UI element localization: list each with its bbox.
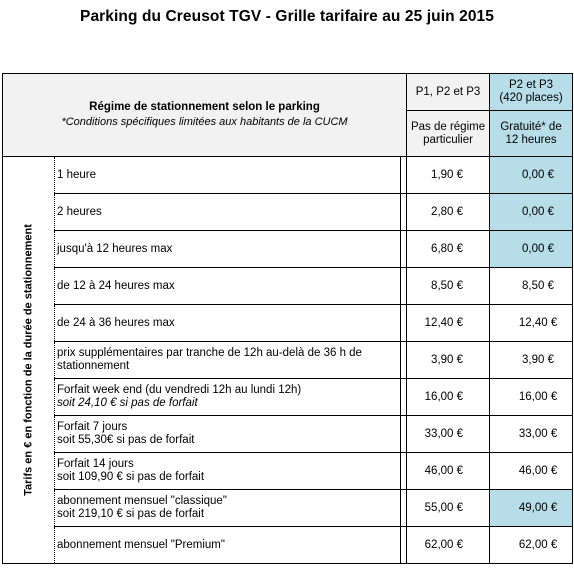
page-title: Parking du Creusot TGV - Grille tarifaire au 25 juin 2015 [80, 8, 494, 25]
price-col2: 33,00 € [490, 416, 573, 453]
price-col2: 16,00 € [490, 379, 573, 416]
price-col2: 0,00 € [490, 157, 573, 194]
row-description [55, 453, 401, 490]
row-line2: soit 24,10 € si pas de forfait [57, 397, 198, 409]
price-col1: 1,90 € [407, 157, 490, 194]
row-line1: jusqu'à 12 heures max [57, 242, 173, 255]
price-col2: 0,00 € [490, 231, 573, 268]
price-col2: 62,00 € [490, 527, 573, 564]
col1-sub-line1: Pas de régime [410, 120, 486, 133]
col1-top-label: P1, P2 et P3 [415, 85, 481, 98]
row-line2: soit 219,10 € si pas de forfait [57, 508, 205, 520]
row-line2: stationnement [57, 360, 130, 372]
row-description [55, 305, 401, 342]
col2-sub-header [490, 111, 573, 157]
price-col2: 49,00 € [490, 490, 573, 527]
tariff-table [2, 73, 573, 564]
row-line1: Forfait 14 jours [57, 458, 134, 470]
table-row [3, 453, 573, 490]
regime-note: *Conditions spécifiques limitées aux habitants de la CUCM [61, 116, 348, 128]
row-line2: soit 109,90 € si pas de forfait [57, 471, 205, 483]
price-col1: 46,00 € [407, 453, 490, 490]
table-row [3, 527, 573, 564]
price-col1: 8,50 € [407, 268, 490, 305]
price-col1: 6,80 € [407, 231, 490, 268]
header-row-1 [3, 74, 573, 111]
row-description [55, 268, 401, 305]
row-line1: Forfait 7 jours [57, 421, 128, 433]
table-row [3, 342, 573, 379]
table-row [3, 490, 573, 527]
table-row [3, 305, 573, 342]
row-line1: de 12 à 24 heures max [57, 279, 175, 292]
table-row [3, 157, 573, 194]
col2-top-line2: (420 places) [499, 92, 563, 105]
price-col1: 55,00 € [407, 490, 490, 527]
regime-title: Régime de stationnement selon le parking [89, 101, 320, 113]
row-line1: 2 heures [57, 205, 102, 218]
row-line1: abonnement mensuel "classique" [57, 495, 227, 507]
row-description [55, 379, 401, 416]
side-label: Tarifs en € en fonction de la durée de stationnement [22, 224, 34, 496]
table-row [3, 268, 573, 305]
table-row [3, 231, 573, 268]
regime-header [3, 74, 407, 157]
col2-top-line1: P2 et P3 [508, 79, 554, 92]
table-row [3, 379, 573, 416]
price-col2: 0,00 € [490, 194, 573, 231]
row-description [55, 416, 401, 453]
side-label-cell [3, 157, 55, 564]
row-description [55, 342, 401, 379]
row-line1: prix supplémentaires par tranche de 12h au-delà de 36 h de [57, 347, 362, 359]
row-description [55, 490, 401, 527]
col2-sub-line1: Gratuité* de [500, 120, 562, 133]
price-col2: 8,50 € [490, 268, 573, 305]
row-line1: abonnement mensuel "Premium" [57, 538, 225, 551]
col2-top-header [490, 74, 573, 111]
col1-sub-line2: particulier [423, 133, 473, 146]
price-col2: 12,40 € [490, 305, 573, 342]
row-description [55, 157, 401, 194]
col2-sub-line2: 12 heures [505, 133, 557, 146]
price-col1: 33,00 € [407, 416, 490, 453]
price-col1: 3,90 € [407, 342, 490, 379]
row-description [55, 527, 401, 564]
row-description [55, 194, 401, 231]
price-col1: 16,00 € [407, 379, 490, 416]
col1-sub-header [407, 111, 490, 157]
row-description [55, 231, 401, 268]
price-col1: 2,80 € [407, 194, 490, 231]
price-col2: 3,90 € [490, 342, 573, 379]
price-col1: 12,40 € [407, 305, 490, 342]
row-line1: 1 heure [57, 168, 97, 181]
row-line2: soit 55,30€ si pas de forfait [57, 434, 195, 446]
col1-top-header [407, 74, 490, 111]
price-col2: 46,00 € [490, 453, 573, 490]
row-line1: Forfait week end (du vendredi 12h au lundi 12h) [57, 384, 302, 396]
table-row [3, 194, 573, 231]
table-row [3, 416, 573, 453]
row-line1: de 24 à 36 heures max [57, 316, 175, 329]
price-col1: 62,00 € [407, 527, 490, 564]
